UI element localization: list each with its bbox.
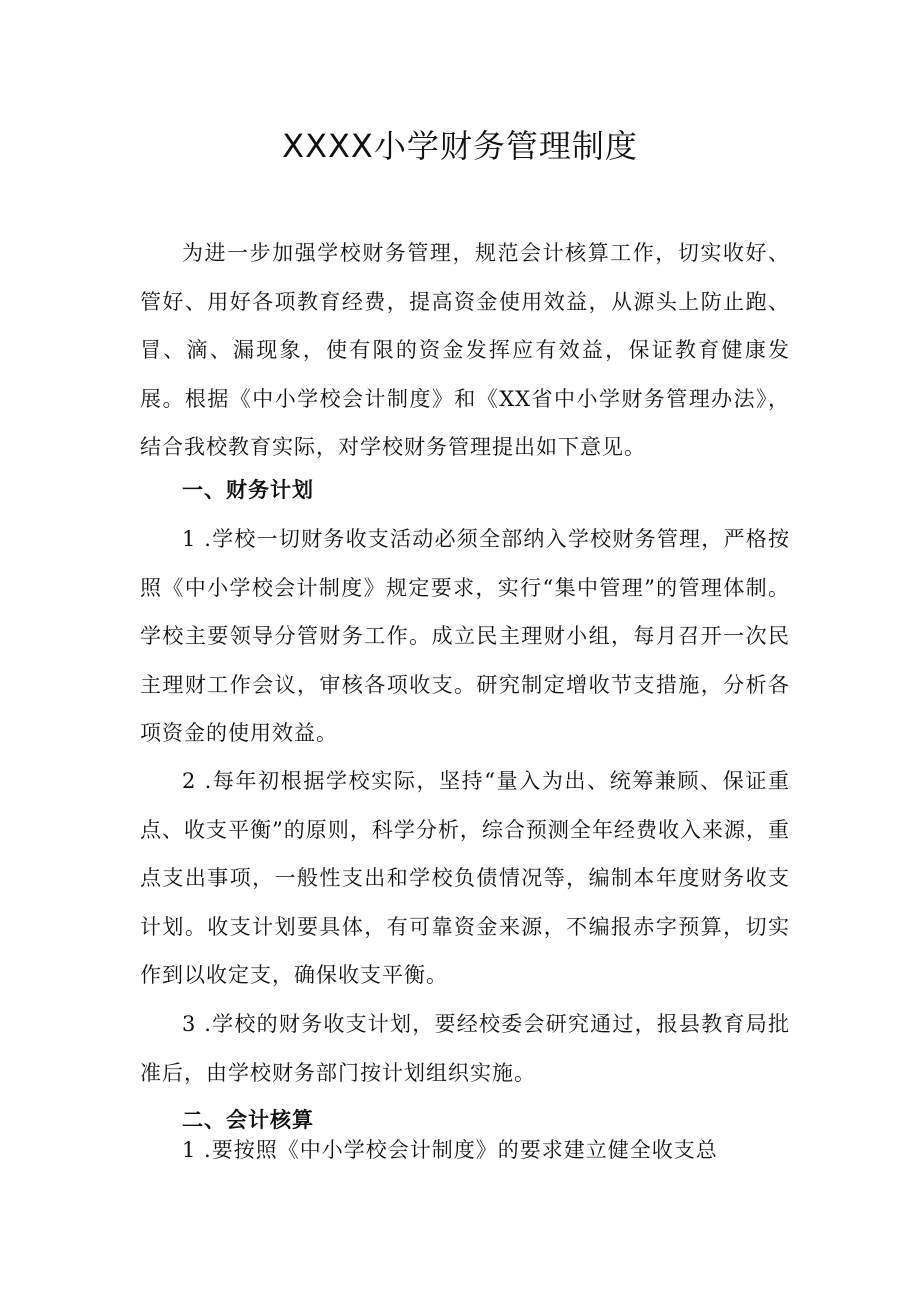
paragraph-plan-3: 3 .学校的财务收支计划，要经校委会研究通过，报县教育局批准后，由学校财务部门按计划组织实施。 (140, 1012, 790, 1085)
intro-paragraph: 为进一步加强学校财务管理，规范会计核算工作，切实收好、管好、用好各项教育经费，提高资金使用效益，从源头上防止跑、冒、滴、漏现象，使有限的资金发挥应有效益，保证教育健康发展。根据《中小学校会计制度》和《XX省中小学财务管理办法》，结合我校教育实际，对学校财务管理提出如下意见。 (140, 241, 790, 459)
paragraph-plan-2: 2 .每年初根据学校实际，坚持“量入为出、统筹兼顾、保证重点、收支平衡”的原则，科学分析，综合预测全年经费收入来源，重点支出事项，一般性支出和学校负债情况等，编制本年度财务收支计划。收支计划要具体，有可靠资金来源，不编报赤字预算，切实作到以收定支，确保收支平衡。 (140, 769, 790, 987)
section-heading-accounting: 二、会计核算 (182, 1108, 314, 1132)
document-title: XXXX小学财务管理制度 (282, 127, 638, 165)
paragraph-plan-1: 1 .学校一切财务收支活动必须全部纳入学校财务管理，严格按照《中小学校会计制度》规定要求，实行“集中管理”的管理体制。学校主要领导分管财务工作。成立民主理财小组，每月召开一次民主理财工作会议，审核各项收支。研究制定增收节支措施，分析各项资金的使用效益。 (140, 527, 790, 745)
paragraph-accounting-1: 1 .要按照《中小学校会计制度》的要求建立健全收支总 (182, 1138, 718, 1162)
section-heading-financial-plan: 一、财务计划 (182, 478, 314, 502)
